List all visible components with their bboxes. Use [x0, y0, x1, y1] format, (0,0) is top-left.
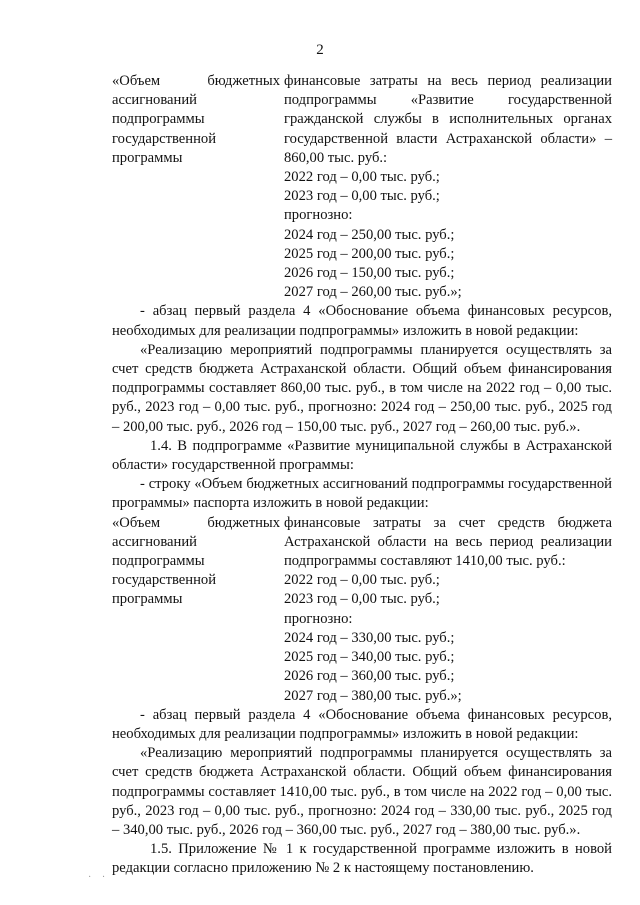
budget-table-2	[112, 514, 612, 706]
paragraph-section4-intro-2: - абзац первый раздела 4 «Обоснование объема финансовых ресурсов, необходимых для реализации подпрограммы» изложить в новой редакции:	[112, 706, 612, 742]
budget-table-1-summary: финансовые затраты на весь период реализации подпрограммы «Развитие государственной гражданской службы в исполнительных органах государственной власти Астраханской области» – 860,00 тыс. руб.:	[284, 73, 612, 166]
paragraph-section4-intro-1: - абзац первый раздела 4 «Обоснование объема финансовых ресурсов, необходимых для реализации подпрограммы» изложить в новой редакции:	[112, 303, 612, 339]
paragraph-passport-line: - строку «Объем бюджетных ассигнований подпрограммы государственной программы» паспорта изложить в новой редакции:	[112, 476, 612, 512]
scan-specks: · ·	[88, 872, 110, 883]
document-body	[112, 72, 612, 879]
budget-table-1	[112, 72, 612, 302]
paragraph-financing-2: «Реализацию мероприятий подпрограммы планируется осуществлять за счет средств бюджета Астраханской области. Общий объем финансирования подпрограммы составляет 1410,00 тыс. руб., в том числе на 2022 год – 0,00 тыс. руб., 2023 год – 0,00 тыс. руб., прогнозно: 2024 год – 330,00 тыс. руб., 2025 год – 340,00 тыс. руб., 2026 год – 360,00 тыс. руб., 2027 год – 380,00 тыс. руб.».	[112, 745, 612, 838]
year-line: 2026 год – 360,00 тыс. руб.;	[284, 668, 455, 685]
year-line: 2026 год – 150,00 тыс. руб.;	[284, 265, 455, 282]
paragraph-financing-1: «Реализацию мероприятий подпрограммы планируется осуществлять за счет средств бюджета Астраханской области. Общий объем финансирования подпрограммы составляет 860,00 тыс. руб., в том числе на 2022 год – 0,00 тыс. руб., 2023 год – 0,00 тыс. руб., прогнозно: 2024 год – 250,00 тыс. руб., 2025 год – 200,00 тыс. руб., 2026 год – 150,00 тыс. руб., 2027 год – 260,00 тыс. руб.».	[112, 341, 612, 435]
year-line: 2027 год – 260,00 тыс. руб.»;	[284, 284, 462, 301]
budget-table-1-value	[284, 72, 612, 302]
paragraph-item-1-4: 1.4. В подпрограмме «Развитие муниципальной службы в Астраханской области» государственной программы:	[112, 437, 612, 474]
paragraph-item-1-5: 1.5. Приложение № 1 к государственной программе изложить в новой редакции согласно приложению № 2 к настоящему постановлению.	[112, 841, 612, 877]
forecast-label: прогнозно:	[284, 610, 353, 627]
budget-table-2-value	[284, 514, 612, 706]
year-line: 2025 год – 200,00 тыс. руб.;	[284, 245, 455, 262]
year-line: 2022 год – 0,00 тыс. руб.;	[284, 572, 440, 589]
budget-table-2-label: «Объем бюджетных ассигнований подпрограммы государственной программы	[112, 514, 280, 608]
year-line: 2024 год – 250,00 тыс. руб.;	[284, 226, 455, 243]
budget-table-2-summary: финансовые затраты за счет средств бюджета Астраханской области на весь период реализации подпрограммы составляют 1410,00 тыс. руб.:	[284, 514, 612, 570]
year-line: 2023 год – 0,00 тыс. руб.;	[284, 591, 440, 608]
year-line: 2023 год – 0,00 тыс. руб.;	[284, 188, 440, 205]
forecast-label: прогнозно:	[284, 207, 353, 224]
page-number: 2	[316, 42, 324, 58]
year-line: 2024 год – 330,00 тыс. руб.;	[284, 629, 455, 646]
year-line: 2025 год – 340,00 тыс. руб.;	[284, 649, 455, 666]
year-line: 2027 год – 380,00 тыс. руб.»;	[284, 687, 462, 704]
budget-table-1-label: «Объем бюджетных ассигнований подпрограммы государственной программы	[112, 73, 280, 166]
year-line: 2022 год – 0,00 тыс. руб.;	[284, 169, 440, 186]
